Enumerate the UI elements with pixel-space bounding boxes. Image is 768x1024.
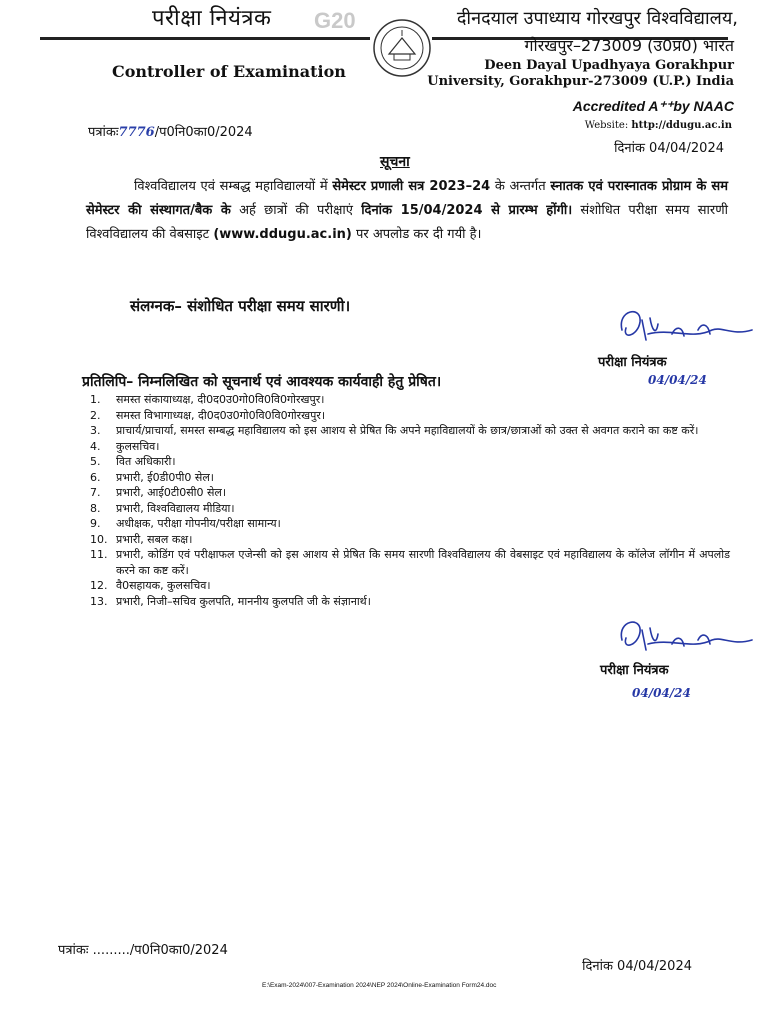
- university-seal-icon: [372, 18, 432, 78]
- signature-1-title: परीक्षा नियंत्रक: [598, 355, 667, 370]
- item-text: वित अधिकारी।: [116, 455, 176, 468]
- list-item: [90, 408, 730, 424]
- ref-prefix: पत्रांकः: [88, 125, 119, 140]
- list-item: [90, 392, 730, 408]
- item-text: प्रभारी, आई0टी0सी0 सेल।: [116, 486, 227, 499]
- item-text: वै0सहायक, कुलसचिव।: [116, 579, 211, 592]
- item-number: 8.: [90, 501, 101, 515]
- copy-to-heading: प्रतिलिपि– निम्नलिखित को सूचनार्थ एवं आवश्यक कार्यवाही हेतु प्रेषित।: [82, 374, 442, 390]
- signature-1-date: 04/04/24: [648, 373, 707, 387]
- item-text: समस्त विभागाध्यक्ष, दी0द0उ0गो0वि0वि0गोरखपुर।: [116, 408, 326, 422]
- university-address-english: University, Gorakhpur-273009 (U.P.) India: [427, 74, 734, 89]
- item-number: 4.: [90, 439, 101, 453]
- footer-reference: पत्रांकः ........./प0नि0का0/2024: [58, 943, 228, 958]
- list-item: [90, 470, 730, 486]
- signature-1-scribble: [612, 300, 762, 360]
- website-line: [585, 120, 732, 131]
- item-number: 10.: [90, 532, 108, 546]
- copy-to-list: [90, 392, 730, 609]
- office-title-hindi: परीक्षा नियंत्रक: [152, 6, 272, 31]
- notice-paragraph: [86, 175, 728, 247]
- item-number: 11.: [90, 548, 108, 561]
- item-text: प्रभारी, सबल कक्ष।: [116, 532, 193, 546]
- ref-suffix: /प0नि0का0/2024: [154, 125, 253, 140]
- para-bold: (www.ddugu.ac.in): [213, 227, 352, 242]
- item-number: 2.: [90, 408, 101, 422]
- item-number: 12.: [90, 579, 108, 592]
- para-text: अर्ह छात्रों की परीक्षाएं: [230, 203, 362, 218]
- signature-2-title: परीक्षा नियंत्रक: [600, 663, 669, 678]
- item-number: 13.: [90, 594, 108, 608]
- item-number: 6.: [90, 470, 101, 484]
- footer-date: दिनांक 04/04/2024: [582, 959, 692, 974]
- list-item: [90, 501, 730, 517]
- para-text: विश्वविद्यालय एवं सम्बद्ध महाविद्यालयों में: [134, 179, 333, 194]
- item-number: 5.: [90, 455, 101, 468]
- para-bold: स्नातक एवं परास्नातक प्रोग्राम के सम सेमेस्टर की संस्थागत/बैक के: [86, 179, 728, 218]
- university-name-english: Deen Dayal Upadhyaya Gorakhpur: [484, 58, 734, 73]
- para-text: संशोधित परीक्षा समय सारणी विश्वविद्यालय की वेबसाइट: [86, 203, 728, 242]
- item-text: प्रभारी, विश्वविद्यालय मीडिया।: [116, 501, 235, 515]
- item-text: समस्त संकायाध्यक्ष, दी0द0उ0गो0वि0वि0गोरखपुर।: [116, 393, 325, 406]
- website-label: Website:: [584, 120, 629, 131]
- item-number: 9.: [90, 517, 101, 530]
- header-rule-left: [40, 37, 370, 40]
- list-item: [90, 485, 730, 501]
- item-text: प्रभारी, निजी–सचिव कुलपति, माननीय कुलपति जी के संज्ञानार्थ।: [116, 594, 371, 608]
- item-text: प्रभारी, ई0डी0पी0 सेल।: [116, 470, 214, 484]
- para-text: पर अपलोड कर दी गयी है।: [351, 227, 482, 242]
- list-item: [90, 547, 730, 578]
- item-text: प्रभारी, कोडिंग एवं परीक्षाफल एजेन्सी को इस आशय से प्रेषित कि समय सारणी विश्वविद्यालय की वेबसाइट एवं महाविद्यालय के कॉलेज लॉगीन में अपलोड करने का कष्ट करें।: [116, 548, 730, 577]
- university-address-hindi: गोरखपुर–273009 (उ0प्र0) भारत: [524, 36, 734, 55]
- item-number: 7.: [90, 486, 101, 499]
- g20-logo: G20: [314, 8, 356, 33]
- university-name-hindi: दीनदयाल उपाध्याय गोरखपुर विश्वविद्यालय,: [456, 8, 738, 29]
- item-text: प्राचार्य/प्राचार्या, समस्त सम्बद्ध महाविद्यालय को इस आशय से प्रेषित कि अपने महाविद्यालयों के छात्र/छात्राओं को उक्त से अवगत कराने का कष्ट करें।: [116, 424, 699, 437]
- notice-title: सूचना: [380, 154, 410, 170]
- item-text: कुलसचिव।: [116, 439, 160, 453]
- item-number: 3.: [90, 424, 101, 437]
- para-bold: दिनांक 15/04/2024 से प्रारम्भ होंगी।: [361, 203, 573, 218]
- item-number: 1.: [90, 393, 101, 406]
- para-text: के अन्तर्गत: [490, 179, 551, 194]
- website-url[interactable]: http://ddugu.ac.in: [631, 120, 732, 131]
- list-item: [90, 423, 730, 439]
- item-text: अधीक्षक, परीक्षा गोपनीय/परीक्षा सामान्य।: [116, 517, 281, 530]
- para-bold: सेमेस्टर प्रणाली सत्र 2023–24: [332, 179, 491, 194]
- list-item: [90, 516, 730, 532]
- notice-date: दिनांक 04/04/2024: [614, 141, 724, 156]
- enclosure-line: संलग्नक– संशोधित परीक्षा समय सारणी।: [130, 297, 351, 315]
- list-item: [90, 594, 730, 610]
- file-path: E:\Exam-2024\007-Examination 2024\NEP 2024\Online-Examination Form24.doc: [262, 982, 497, 989]
- ref-handwritten-number: 7776: [118, 125, 155, 140]
- reference-number: [88, 122, 253, 140]
- naac-accreditation: Accredited A⁺⁺by NAAC: [572, 98, 734, 114]
- office-title-english: Controller of Examination: [112, 62, 346, 81]
- list-item: [90, 439, 730, 455]
- signature-2-date: 04/04/24: [632, 686, 691, 700]
- list-item: [90, 532, 730, 548]
- list-item: [90, 578, 730, 594]
- list-item: [90, 454, 730, 470]
